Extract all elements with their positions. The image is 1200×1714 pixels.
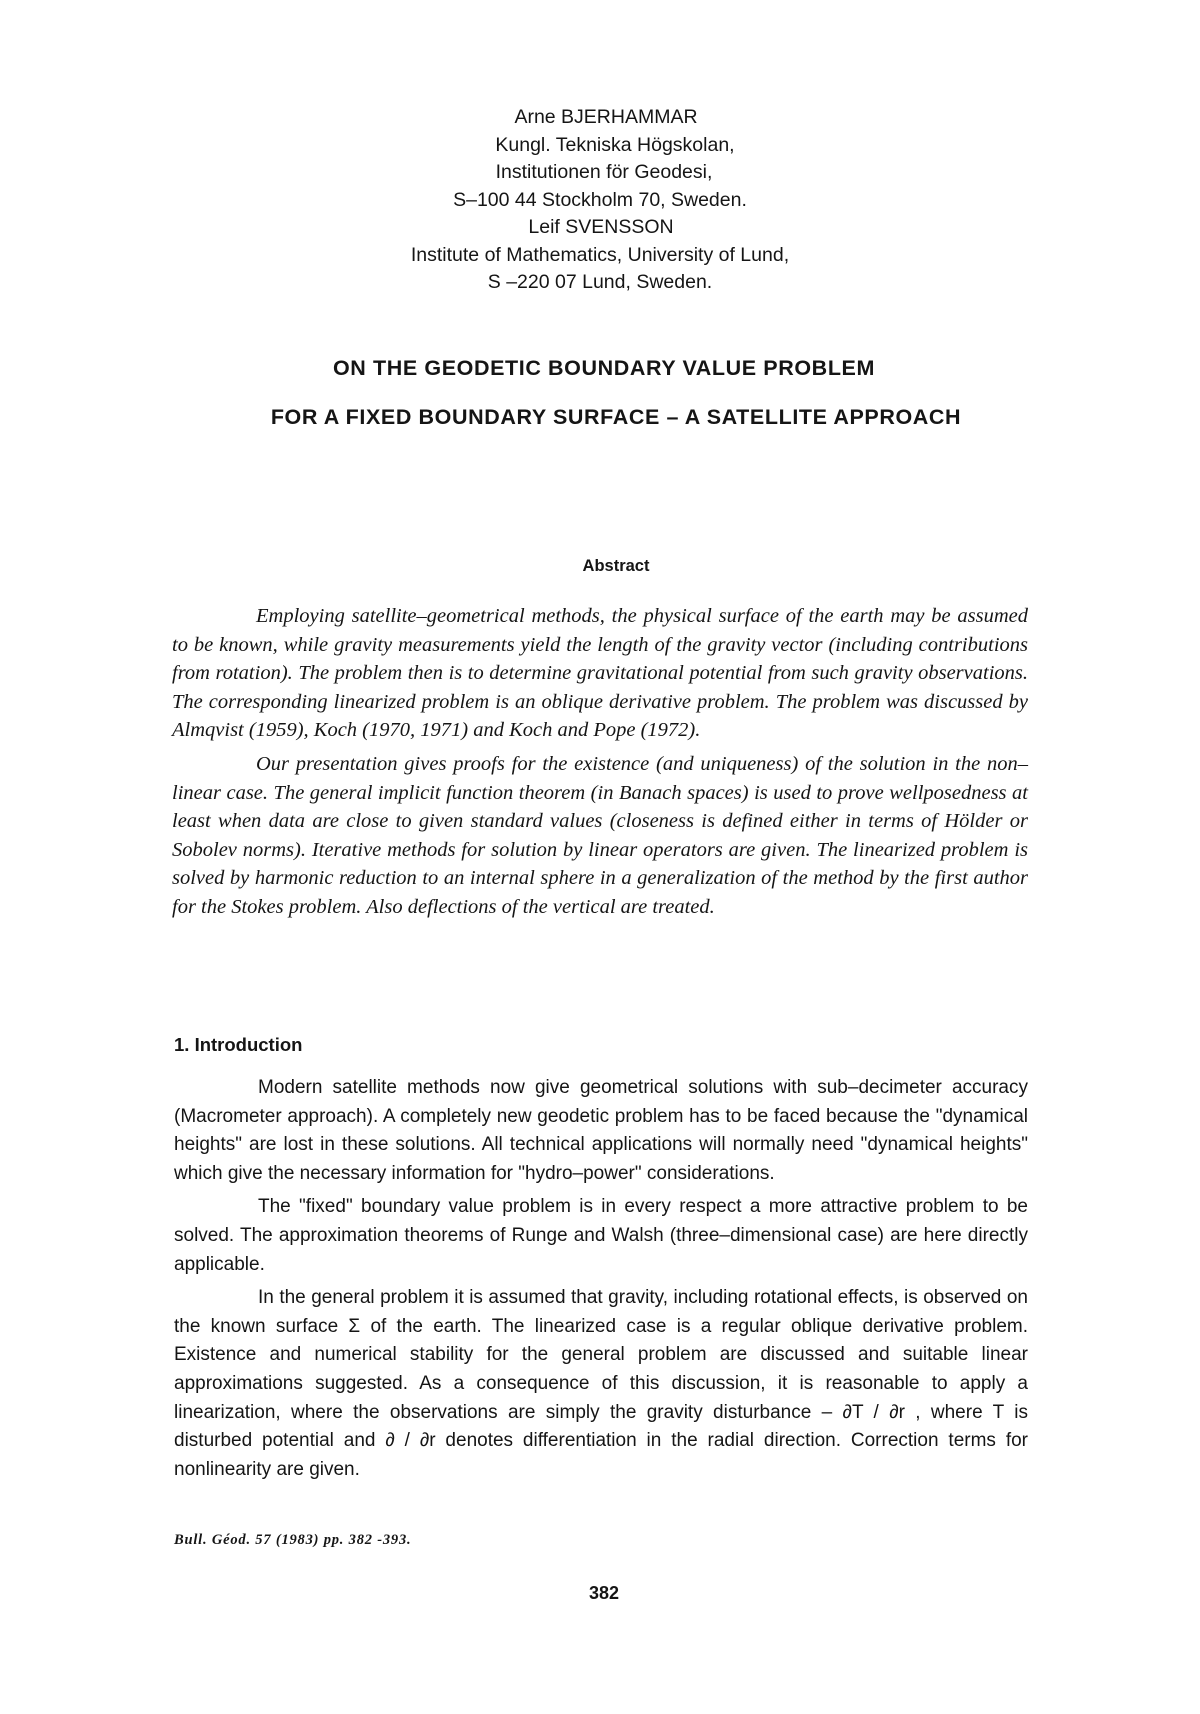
author-affiliation-2: Institute of Mathematics, University of Lund, bbox=[410, 243, 790, 266]
introduction-body bbox=[174, 1074, 1028, 1489]
paper-title-line-1: ON THE GEODETIC BOUNDARY VALUE PROBLEM bbox=[332, 356, 875, 380]
introduction-paragraph-3: In the general problem it is assumed that gravity, including rotational effects, is observed on the known surface Σ of the earth. The linearized case is a regular oblique derivative problem. Existence and numerical stability for the general problem are discussed and suitable linear approximations suggested. As a consequence of this discussion, it is reasonable to apply a linearization, where the observations are simply the gravity disturbance – ∂T / ∂r , where T is disturbed potential and ∂ / ∂r denotes differentiation in the radial direction. Correction terms for nonlinearity are given. bbox=[174, 1287, 1028, 1480]
introduction-paragraph-2: The "fixed" boundary value problem is in every respect a more attractive problem to be solved. The approximation theorems of Runge and Walsh (three–dimensional case) are here directly applicable. bbox=[174, 1196, 1028, 1275]
author-affiliation-1: Kungl. Tekniska Högskolan, bbox=[495, 133, 735, 156]
author-name-1: Arne BJERHAMMAR bbox=[514, 106, 698, 128]
journal-citation: Bull. Géod. 57 (1983) pp. 382 -393. bbox=[174, 1532, 412, 1548]
abstract-heading: Abstract bbox=[582, 557, 650, 575]
author-address-1: S–100 44 Stockholm 70, Sweden. bbox=[453, 188, 747, 211]
page-number: 382 bbox=[588, 1583, 620, 1603]
abstract-body bbox=[172, 602, 1028, 927]
abstract-paragraph-1: Employing satellite–geometrical methods, the physical surface of the earth may be assumed to be known, while gravity measurements yield the length of the gravity vector (including contributions from rotation). The problem then is to determine gravitational potential from such gravity observations. The corresponding linearized problem is an oblique derivative problem. The problem was discussed by Almqvist (1959), Koch (1970, 1971) and Koch and Pope (1972). bbox=[172, 605, 1028, 742]
abstract-paragraph-2: Our presentation gives proofs for the existence (and uniqueness) of the solution in the non–linear case. The general implicit function theorem (in Banach spaces) is used to prove wellposedness at least when data are close to given standard values (closeness is defined either in terms of Hölder or Sobolev norms). Iterative methods for solution by linear operators are given. The linearized problem is solved by harmonic reduction to an internal sphere in a generalization of the method by the first author for the Stokes problem. Also deflections of the vertical are treated. bbox=[172, 752, 1028, 918]
author-block bbox=[0, 104, 1200, 297]
author-address-2: S –220 07 Lund, Sweden. bbox=[487, 271, 713, 293]
introduction-paragraph-1: Modern satellite methods now give geometrical solutions with sub–decimeter accuracy (Macrometer approach). A completely new geodetic problem has to be faced because the "dynamical heights" are lost in these solutions. All technical applications will normally need "dynamical heights" which give the necessary information for "hydro–power" considerations. bbox=[174, 1077, 1028, 1184]
paper-title-line-2: FOR A FIXED BOUNDARY SURFACE – A SATELLITE APPROACH bbox=[270, 405, 962, 429]
author-department-1: Institutionen för Geodesi, bbox=[495, 161, 713, 183]
author-name-2: Leif SVENSSON bbox=[528, 216, 674, 238]
section-heading-introduction: 1. Introduction bbox=[174, 1034, 303, 1055]
